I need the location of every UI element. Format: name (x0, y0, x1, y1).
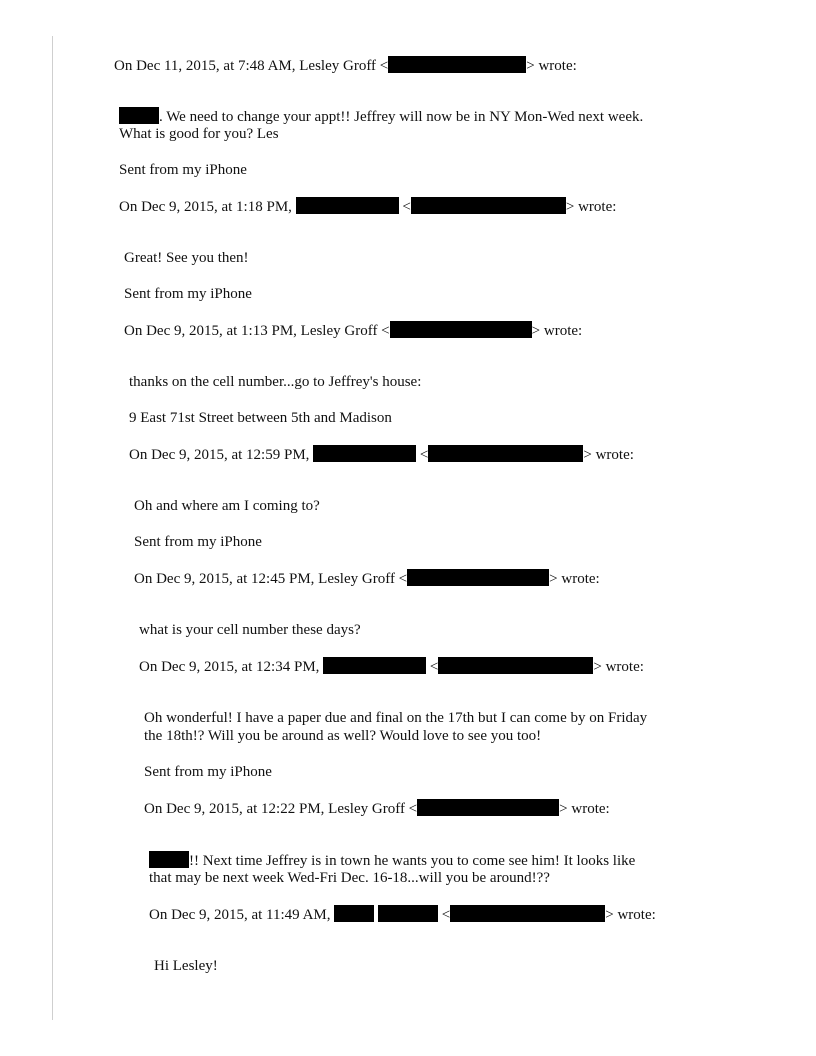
email-body-line: Hi Lesley! (154, 958, 218, 974)
redaction-bar (428, 445, 583, 462)
email-body-line: Oh and where am I coming to? (134, 498, 320, 514)
email-body-line: Oh wonderful! I have a paper due and final on the 17th but I can come by on Friday (144, 710, 648, 726)
email-signature: Sent from my iPhone (119, 162, 247, 178)
redaction-bar (411, 197, 566, 214)
redaction-bar (296, 197, 399, 214)
redaction-bar (417, 799, 559, 816)
redaction-bar (149, 851, 189, 868)
email-signature: Sent from my iPhone (144, 764, 272, 780)
email-body-line: that may be next week Wed-Fri Dec. 16-18...will you be around!?? (149, 870, 550, 886)
email-body-line: . We need to change your appt!! Jeffrey will now be in NY Mon-Wed next week. (119, 107, 643, 126)
redaction-bar (378, 905, 438, 922)
email-header-line: On Dec 9, 2015, at 1:18 PM, < > wrote: (119, 199, 617, 215)
redaction-bar (334, 905, 374, 922)
redaction-bar (450, 905, 605, 922)
email-body-line: thanks on the cell number...go to Jeffrey's house: (129, 374, 422, 390)
redaction-bar (407, 569, 549, 586)
email-body-line: the 18th!? Will you be around as well? Would love to see you too! (144, 728, 542, 744)
redaction-bar (438, 657, 593, 674)
redaction-bar (119, 107, 159, 124)
email-body-line: What is good for you? Les (119, 126, 279, 142)
email-header-line: On Dec 9, 2015, at 12:45 PM, Lesley Groff < > wrote: (134, 571, 600, 587)
email-header-line: On Dec 9, 2015, at 1:13 PM, Lesley Groff < > wrote: (124, 323, 583, 339)
email-signature: Sent from my iPhone (134, 534, 262, 550)
email-body-line: Great! See you then! (124, 250, 249, 266)
redaction-bar (323, 657, 426, 674)
email-body-line: !! Next time Jeffrey is in town he wants you to come see him! It looks like (149, 851, 635, 870)
email-header-line: On Dec 9, 2015, at 11:49 AM, < > wrote: (149, 907, 656, 923)
email-header-line: On Dec 9, 2015, at 12:34 PM, < > wrote: (139, 659, 644, 675)
email-header-line: On Dec 9, 2015, at 12:59 PM, < > wrote: (129, 447, 634, 463)
redaction-bar (388, 56, 526, 73)
redaction-bar (313, 445, 416, 462)
email-body-line: what is your cell number these days? (139, 622, 361, 638)
page-margin-rule (52, 36, 53, 1020)
email-header-line: On Dec 9, 2015, at 12:22 PM, Lesley Groff < > wrote: (144, 801, 610, 817)
email-signature: Sent from my iPhone (124, 286, 252, 302)
email-header-line: On Dec 11, 2015, at 7:48 AM, Lesley Groff < > wrote: (114, 58, 577, 74)
email-body-line: 9 East 71st Street between 5th and Madison (129, 410, 392, 426)
redaction-bar (390, 321, 532, 338)
